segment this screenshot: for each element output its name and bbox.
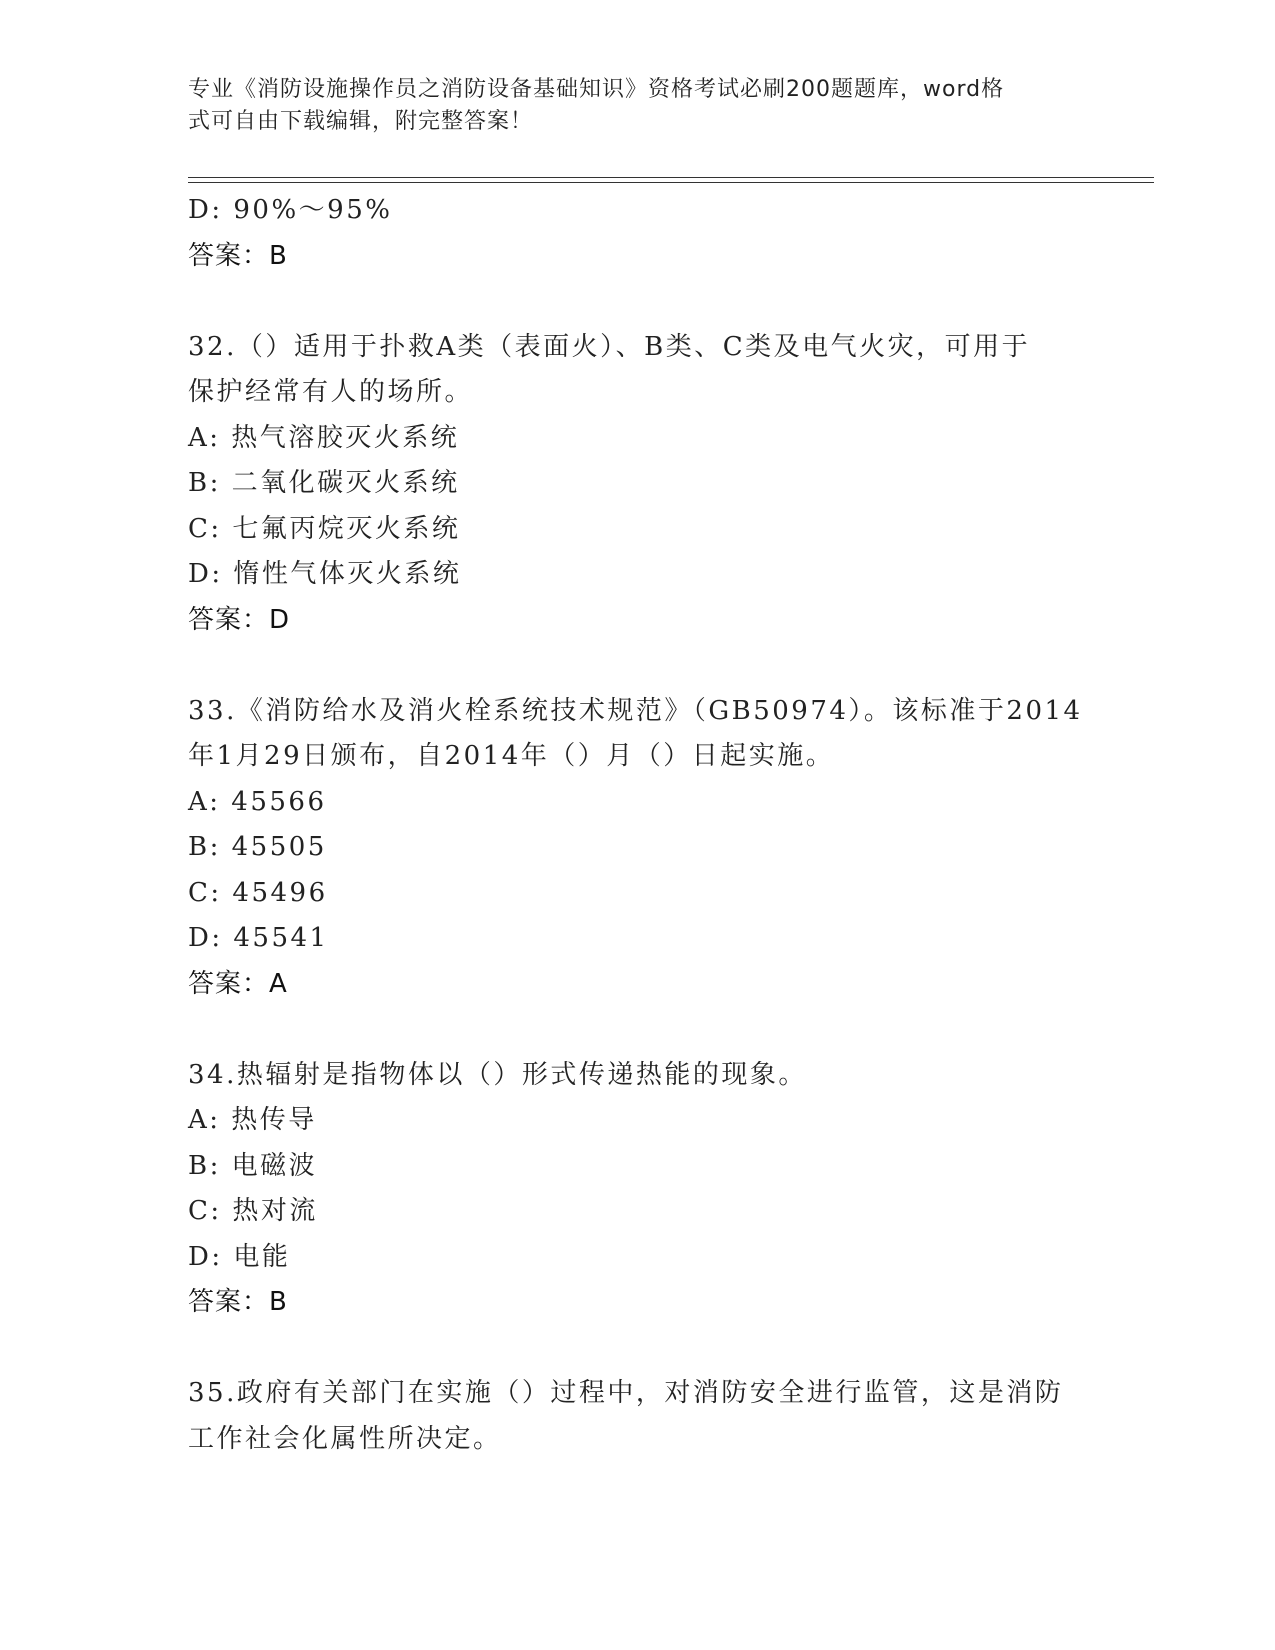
option-d: D: 45541 — [188, 923, 329, 953]
option-a: A: 热气溶胶灭火系统 — [188, 422, 460, 453]
option-c: C: 热对流 — [188, 1196, 318, 1226]
spacer — [188, 643, 1088, 689]
question-stem-line: 32.（）适用于扑救A类（表面火）、B类、C类及电气火灾，可用于 — [188, 331, 1031, 362]
spacer — [188, 279, 1088, 325]
option-b: B: 电磁波 — [188, 1150, 318, 1181]
question-stem-line: 保护经常有人的场所。 — [188, 377, 474, 407]
spacer — [188, 1007, 1088, 1053]
spacer — [188, 1326, 1088, 1372]
prev-option-d: D: 90%～95% — [188, 195, 393, 225]
question-33 — [188, 689, 1088, 1008]
question-stem-line: 年1月29日颁布，自2014年（）月（）日起实施。 — [188, 741, 835, 771]
question-32 — [188, 325, 1088, 644]
answer: 答案：A — [188, 968, 288, 999]
option-a: A: 热传导 — [188, 1105, 317, 1135]
header-divider-bottom — [188, 182, 1154, 183]
document-body — [188, 188, 1088, 1462]
header-line-2: 式可自由下载编辑，附完整答案！ — [188, 109, 534, 134]
question-stem-line: 工作社会化属性所决定。 — [188, 1423, 502, 1454]
header-divider-top — [188, 177, 1154, 178]
option-d: D: 惰性气体灭火系统 — [188, 559, 462, 589]
option-c: C: 45496 — [188, 877, 328, 908]
prev-answer: 答案：B — [188, 240, 288, 271]
option-b: B: 二氧化碳灭火系统 — [188, 468, 460, 498]
question-stem-line: 34.热辐射是指物体以（）形式传递热能的现象。 — [188, 1059, 807, 1090]
answer: 答案：B — [188, 1287, 288, 1317]
question-stem-line: 33.《消防给水及消火栓系统技术规范》（GB50974）。该标准于2014 — [188, 695, 1083, 726]
question-stem-line: 35.政府有关部门在实施（）过程中，对消防安全进行监管，这是消防 — [188, 1378, 1064, 1408]
answer: 答案：D — [188, 604, 291, 635]
option-b: B: 45505 — [188, 832, 327, 862]
question-34 — [188, 1053, 1088, 1326]
option-a: A: 45566 — [188, 786, 327, 817]
header-line-1: 专业《消防设施操作员之消防设备基础知识》资格考试必刷200题题库，word格 — [188, 77, 1005, 102]
option-d: D: 电能 — [188, 1241, 291, 1272]
question-35 — [188, 1371, 1088, 1462]
option-c: C: 七氟丙烷灭火系统 — [188, 513, 461, 544]
document-header — [188, 74, 1068, 138]
